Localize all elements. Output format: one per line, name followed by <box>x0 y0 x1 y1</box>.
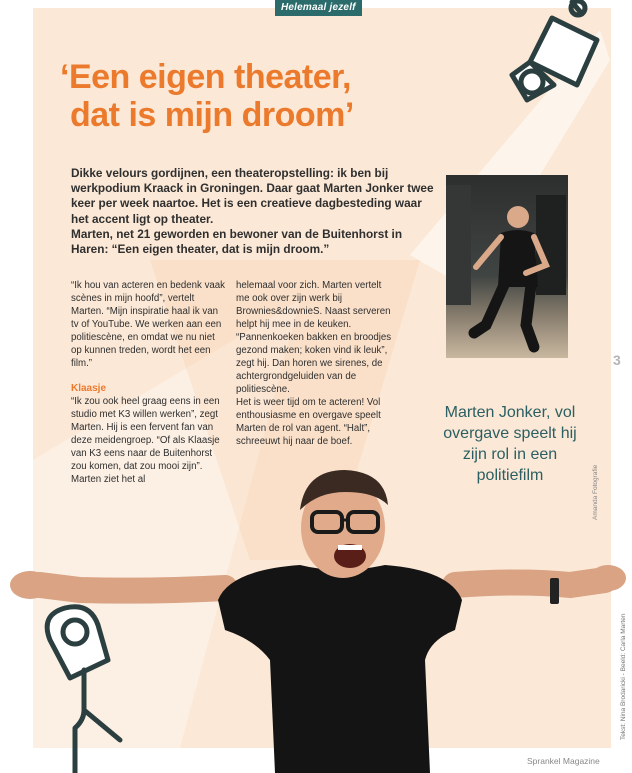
section-tag: Helemaal jezelf <box>275 0 362 16</box>
body-paragraph-1: “Ik hou van acteren en bedenk vaak scènes in mijn hoofd”, vertelt Marten. “Mijn inspiratie haal ik van tv of YouTube. We werken aan een politiescène, en omdat we nu niet op kunnen treden, wordt het een film.” <box>71 280 226 369</box>
left-arm <box>40 585 225 591</box>
article-credit: Tekst: Nina Brodaricki - Beeld: Carla Marten <box>620 613 627 740</box>
page-number: 3 <box>613 352 621 368</box>
wristband <box>550 578 559 604</box>
black-shirt <box>218 565 462 773</box>
footer-magazine-name: Sprankel Magazine <box>527 756 600 766</box>
intro-text-2: Marten, net 21 geworden en bewoner van de Buitenhorst in Haren: “Een eigen theater, dat is mijn droom.” <box>71 226 403 257</box>
title-line-2: dat is mijn droom’ <box>70 96 354 134</box>
intro-text-1: Dikke velours gordijnen, een theateropstelling: ik ben bij werkpodium Kraack in Groningen. Daar gaat Marten Jonker twee keer per week naartoe. Het is een creatieve dagbesteding waar het accent ligt op theater. <box>71 166 434 226</box>
body-paragraph-2: “Ik zou ook heel graag eens in een studio met K3 willen werken”, zegt Marten. Hij is een fervent fan van deze meidengroep. “Of als Klaasje van K3 eens naar de Buitenhorst zou komen, dat zou mooi zijn”. Marten ziet het al <box>71 396 220 485</box>
body-paragraph-3: helemaal voor zich. Marten vertelt me ook over zijn werk bij Brownies&downieS. Naast serveren helpt hij mee in de keuken. “Pannenkoeken bakken en broodjes gezond maken; koken vind ik leuk”, zegt hij. Dan horen we sirenes, de achtergrondgeluiden van de politiescène. <box>236 280 392 395</box>
right-arm <box>455 580 605 585</box>
left-hand <box>10 571 50 599</box>
spotlight-icon-bottom <box>40 600 150 773</box>
photo-credit: Amanda Fotografie <box>592 464 599 520</box>
right-hand <box>590 565 626 591</box>
body-paragraph-4: Het is weer tijd om te acteren! Vol enthousiasme en overgave speelt Marten de rol van agent. “Halt”, schreeuwt hij naar de boef. <box>236 397 381 447</box>
photo-caption: Marten Jonker, vol overgave speelt hij zijn rol in een politiefilm <box>443 404 577 484</box>
subheading-klaasje: Klaasje <box>71 383 107 394</box>
title-line-1: ‘Een eigen theater, <box>60 58 351 96</box>
